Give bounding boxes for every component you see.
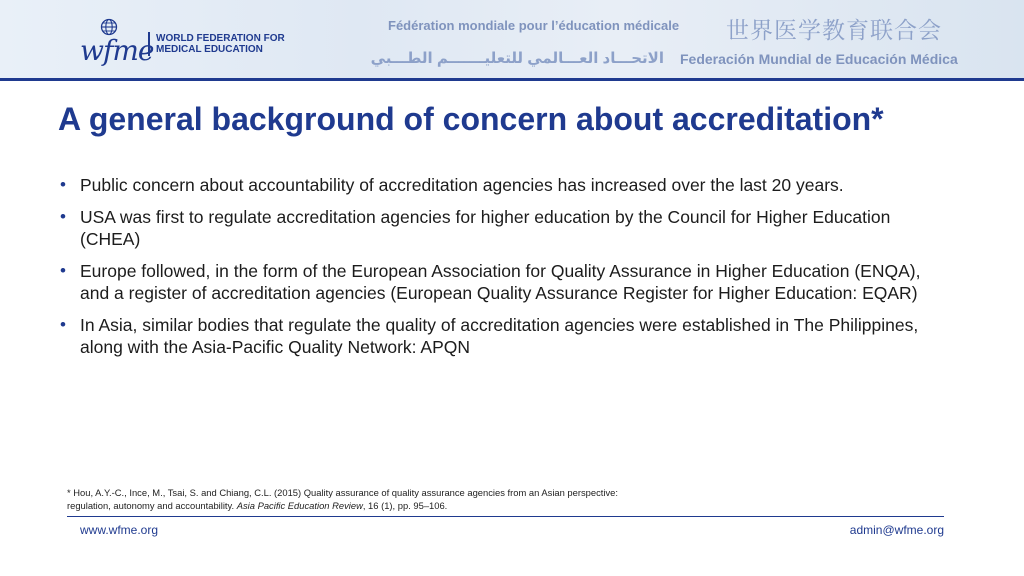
org-name-line1: WORLD FEDERATION FOR	[156, 33, 285, 44]
bullet-marker: •	[60, 206, 66, 226]
bullet-marker: •	[60, 260, 66, 280]
logo-org-name	[156, 33, 286, 55]
email-link[interactable]: admin@wfme.org	[849, 523, 944, 537]
bullet-text: Europe followed, in the form of the European Association for Quality Assurance in Higher Education (ENQA), and a register of accreditation agencies (European Quality Assurance Register for Higher Education: EQAR)	[80, 260, 921, 303]
bullet-item	[60, 260, 940, 305]
bullet-text: Public concern about accountability of accreditation agencies has increased over the last 20 years.	[80, 175, 844, 195]
bullet-item	[60, 174, 940, 197]
bullet-item	[60, 314, 940, 359]
org-name-spanish: Federación Mundial de Educación Médica	[680, 51, 958, 67]
bullet-list	[60, 174, 940, 368]
header-banner	[0, 0, 1024, 81]
bullet-item	[60, 206, 940, 251]
footer-divider	[67, 516, 944, 517]
footnote-journal: Asia Pacific Education Review	[236, 500, 363, 511]
logo-wordmark: wfme	[80, 34, 154, 67]
bullet-text: In Asia, similar bodies that regulate the quality of accreditation agencies were established in The Philippines, along with the Asia-Pacific Quality Network: APQN	[80, 314, 919, 357]
footnote-text: * Hou, A.Y.-C., Ince, M., Tsai, S. and Chiang, C.L. (2015) Quality assurance of quality assurance agencies from an Asian perspective: regulation, autonomy and accountability.	[67, 487, 618, 511]
logo-mark	[80, 18, 154, 70]
footnote-tail: , 16 (1), pp. 95–106.	[362, 500, 448, 511]
bullet-marker: •	[60, 314, 66, 334]
bullet-marker: •	[60, 175, 66, 194]
wfme-logo	[80, 18, 286, 70]
org-name-french: Fédération mondiale pour l’éducation médicale	[388, 18, 680, 33]
org-name-chinese: 世界医学教育联合会	[726, 18, 942, 44]
org-name-arabic: الاتحـــاد العـــالمي للتعليـــــــم الطـــبي	[370, 50, 664, 67]
org-name-line2: MEDICAL EDUCATION	[156, 44, 263, 55]
website-link[interactable]: www.wfme.org	[80, 523, 159, 537]
bullet-text: USA was first to regulate accreditation agencies for higher education by the Council for Higher Education (CHEA)	[80, 206, 891, 249]
slide-title: A general background of concern about accreditation*	[58, 101, 884, 137]
citation-footnote	[67, 486, 627, 512]
